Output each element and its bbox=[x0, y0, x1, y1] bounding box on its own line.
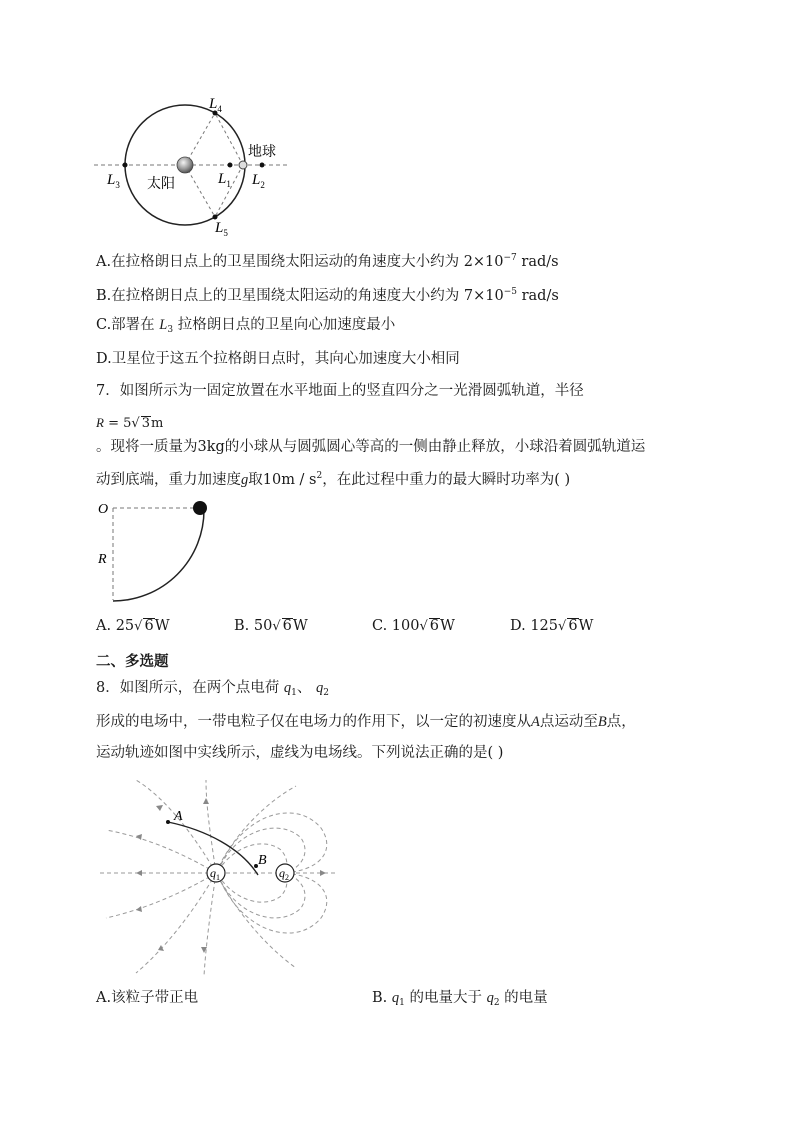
q7-stem3-exp: 2 bbox=[316, 471, 323, 481]
q7-option-a bbox=[96, 618, 170, 634]
sun-icon bbox=[177, 157, 193, 173]
section-title bbox=[96, 652, 169, 672]
label-a: A bbox=[174, 809, 183, 824]
field-line bbox=[204, 873, 216, 976]
arrow-icon bbox=[136, 870, 142, 876]
q7-stem2-text: 。现将一质量为3kg的小球从与圆弧圆心等高的一侧由静止释放，小球沿着圆弧轨道运 bbox=[96, 439, 646, 455]
l5-label: $L_5$ bbox=[215, 220, 228, 238]
q7-stem-line2 bbox=[96, 437, 645, 457]
q8-option-b-sub2: 2 bbox=[493, 998, 500, 1008]
q8-option-b-mid: 的电量大于 bbox=[404, 990, 487, 1006]
q7-stem-line3 bbox=[96, 466, 570, 490]
q6-option-c-prefix: C.部署在 bbox=[96, 317, 160, 333]
q8-stem3-text: 运动轨迹如图中实线所示，虚线为电场线。下列说法正确的是( ) bbox=[96, 745, 504, 761]
q7-stem3-b: 取10m / s bbox=[248, 472, 317, 488]
q7-stem-line1 bbox=[96, 381, 584, 401]
q7-radius-formula bbox=[96, 413, 163, 434]
q8-stem-line2 bbox=[96, 712, 636, 732]
charge-q2-label: $q_2$ bbox=[279, 866, 289, 882]
lagrange-figure bbox=[90, 92, 300, 242]
q6-option-d-text: D.卫星位于这五个拉格朗日点时，其向心加速度大小相同 bbox=[96, 351, 460, 367]
q8-stem2-a: 形成的电场中，一带电粒子仅在电场力的作用下，以一定的初速度从 bbox=[96, 714, 531, 730]
q6-option-b-text: B.在拉格朗日点上的卫星围绕太阳运动的角速度大小约为 7×10 bbox=[96, 288, 504, 304]
q7-options bbox=[96, 618, 716, 638]
sqrt-icon: √ bbox=[134, 619, 143, 634]
q7-stem3-g: g bbox=[241, 472, 249, 488]
q7-option-c-label: C. bbox=[372, 618, 392, 634]
field-line bbox=[106, 830, 216, 873]
q7-option-a-unit: W bbox=[154, 618, 170, 634]
q7-option-a-label: A. bbox=[96, 618, 116, 634]
q7-option-d-label: D. bbox=[510, 618, 531, 634]
l5-point bbox=[213, 215, 218, 220]
l1-point bbox=[228, 163, 233, 168]
q6-option-b-exponent: −5 bbox=[503, 287, 517, 297]
q6-option-c-sub: 3 bbox=[167, 325, 174, 335]
earth-icon bbox=[239, 161, 247, 169]
arc-track bbox=[113, 510, 204, 601]
q8-stem2-A: A bbox=[531, 714, 540, 730]
q8-option-b bbox=[372, 988, 548, 1013]
field-line bbox=[136, 873, 216, 973]
field-line bbox=[106, 873, 216, 918]
q6-option-c-suffix: 拉格朗日点的卫星向心加速度最小 bbox=[173, 317, 396, 333]
l3-point bbox=[123, 163, 128, 168]
q8-sep: 、 bbox=[296, 680, 316, 696]
q6-option-b-unit: rad/s bbox=[516, 288, 559, 304]
q8-q2-var: q bbox=[315, 680, 324, 696]
l4-label: $L_4$ bbox=[209, 96, 222, 114]
l2-label: $L_2$ bbox=[252, 172, 265, 190]
earth-label: 地球 bbox=[248, 144, 276, 160]
point-a bbox=[166, 820, 170, 824]
sqrt-icon: √ bbox=[419, 619, 428, 634]
q7-option-b bbox=[234, 618, 308, 634]
arrow-icon bbox=[156, 805, 163, 811]
sun-label: 太阳 bbox=[147, 176, 175, 192]
q7-option-d bbox=[510, 618, 593, 634]
field-line bbox=[136, 780, 216, 873]
q6-option-a bbox=[96, 248, 559, 272]
arrow-icon bbox=[320, 870, 326, 876]
q7-option-b-coef: 50 bbox=[253, 618, 273, 634]
q7-option-c-coef: 100 bbox=[391, 618, 420, 634]
q7-radius-var: R bbox=[96, 415, 104, 430]
q7-option-c bbox=[372, 618, 455, 634]
q8-stem-line1 bbox=[96, 678, 329, 703]
q6-option-a-text: A.在拉格朗日点上的卫星围绕太阳运动的角速度大小约为 2×10 bbox=[96, 254, 504, 270]
l1-label: $L_1$ bbox=[218, 171, 231, 189]
q7-stem3-a: 动到底端，重力加速度 bbox=[96, 472, 241, 488]
q7-option-d-coef: 125 bbox=[530, 618, 559, 634]
l2-point bbox=[260, 163, 265, 168]
origin-label: O bbox=[98, 502, 109, 517]
q7-option-d-root: 6 bbox=[568, 618, 578, 634]
q6-option-c bbox=[96, 315, 395, 340]
q7-radius-root: 3 bbox=[141, 416, 150, 431]
label-b: B bbox=[258, 853, 267, 868]
q7-option-b-unit: W bbox=[292, 618, 308, 634]
field-line bbox=[218, 813, 327, 873]
q6-option-a-unit: rad/s bbox=[516, 254, 559, 270]
q7-option-b-root: 6 bbox=[282, 618, 292, 634]
sqrt-icon: √ bbox=[272, 619, 281, 634]
q8-stem1-text: 8．如图所示，在两个点电荷 bbox=[96, 680, 284, 696]
q8-option-b-label: B. bbox=[372, 990, 392, 1006]
q7-option-a-root: 6 bbox=[144, 618, 154, 634]
sun-l5-line bbox=[185, 165, 215, 217]
q8-stem2-c: 点， bbox=[606, 714, 636, 730]
q6-option-b bbox=[96, 282, 559, 306]
q8-option-b-q1: q bbox=[391, 990, 400, 1006]
field-line bbox=[218, 873, 305, 918]
q6-option-d bbox=[96, 349, 460, 369]
q8-stem2-B: B bbox=[597, 714, 607, 730]
q8-q1-sub: 1 bbox=[291, 688, 297, 698]
q7-option-c-unit: W bbox=[440, 618, 455, 634]
q8-q1-var: q bbox=[283, 680, 292, 696]
radius-label: R bbox=[98, 552, 107, 567]
sun-l4-line bbox=[185, 113, 215, 165]
q7-option-d-unit: W bbox=[578, 618, 594, 634]
arrow-icon bbox=[203, 798, 209, 804]
q7-option-a-coef: 25 bbox=[115, 618, 135, 634]
q8-stem2-b: 点运动至 bbox=[539, 714, 598, 730]
arrow-icon bbox=[158, 945, 164, 951]
arrows bbox=[136, 798, 326, 953]
sqrt-icon: √ bbox=[131, 416, 140, 431]
q8-option-a-text: A.该粒子带正电 bbox=[96, 990, 199, 1006]
charge-q1-label: $q_1$ bbox=[210, 866, 220, 882]
q7-stem3-c: ，在此过程中重力的最大瞬时功率为( ) bbox=[322, 472, 571, 488]
ball-icon bbox=[193, 501, 207, 515]
sqrt-icon: √ bbox=[558, 619, 567, 634]
q8-stem-line3 bbox=[96, 743, 503, 763]
quarter-arc-figure bbox=[92, 496, 222, 606]
q6-option-c-var: L bbox=[159, 317, 168, 333]
q6-option-a-exponent: −7 bbox=[503, 253, 517, 263]
q8-option-b-sub1: 1 bbox=[399, 998, 405, 1008]
q8-q2-sub: 2 bbox=[323, 688, 329, 698]
q7-stem1-text: 7．如图所示为一固定放置在水平地面上的竖直四分之一光滑圆弧轨道，半径 bbox=[96, 383, 584, 399]
l3-label: $L_3$ bbox=[107, 172, 120, 190]
q7-option-b-label: B. bbox=[234, 618, 254, 634]
q7-option-c-root: 6 bbox=[429, 618, 440, 634]
q7-radius-unit: m bbox=[150, 416, 164, 431]
q7-radius-eq: = 5 bbox=[103, 416, 132, 431]
section-title-text: 二、多选题 bbox=[96, 653, 169, 670]
q8-option-a bbox=[96, 988, 198, 1008]
q8-option-b-q2: q bbox=[486, 990, 494, 1006]
q8-option-b-end: 的电量 bbox=[499, 990, 548, 1006]
electric-field-figure bbox=[96, 778, 346, 978]
